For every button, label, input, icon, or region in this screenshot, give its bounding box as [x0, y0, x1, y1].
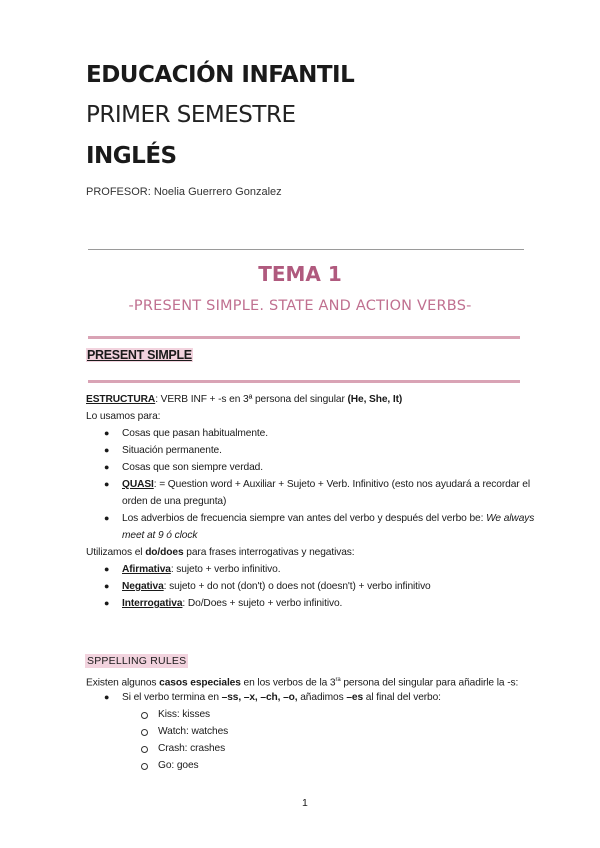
form-interrogativa [122, 595, 342, 612]
bullet-icon: ● [104, 428, 110, 438]
use-item-3: Cosas que son siempre verdad. [122, 462, 263, 473]
form-label: Negativa [122, 581, 164, 592]
form-text: : Do/Does + sujeto + verbo infinitivo. [182, 598, 343, 609]
intro-post: persona del singular para añadirle la -s: [340, 677, 519, 689]
intro-bold: casos especiales [159, 677, 241, 689]
quasi-label: QUASI [122, 479, 154, 490]
adverbs-line [122, 510, 534, 527]
title-semester: PRIMER SEMESTRE [86, 102, 296, 128]
rule-bold-2: –es [346, 692, 364, 703]
intro-sup: ra [335, 677, 341, 683]
utilizamos-post: para frases interrogativas y negativas: [183, 547, 355, 558]
utilizamos-line [86, 544, 355, 561]
form-text: : sujeto + verbo infinitivo. [170, 564, 281, 575]
bullet-icon: ● [104, 692, 110, 702]
divider-top [88, 249, 524, 250]
circle-bullet-icon [141, 763, 148, 770]
form-label: Afirmativa [122, 564, 171, 575]
quasi-line [122, 476, 530, 493]
bullet-icon: ● [104, 462, 110, 472]
section-heading-present-simple: PRESENT SIMPLE [87, 348, 192, 362]
estructura-text: : VERB INF + -s en 3ª persona del singular [155, 394, 348, 405]
rule-post: al final del verbo: [363, 692, 441, 703]
example-3: Crash: crashes [158, 743, 226, 754]
tema-subtitle: -PRESENT SIMPLE. STATE AND ACTION VERBS- [128, 298, 472, 314]
rule-pre: Si el verbo termina en [122, 692, 222, 703]
adverbs-example-1: We always [486, 513, 535, 524]
adverbs-example-2: meet at 9 ó clock [122, 530, 198, 541]
bullet-icon: ● [104, 581, 110, 591]
tema-title: TEMA 1 [258, 262, 342, 286]
form-label: Interrogativa [122, 598, 183, 609]
estructura-bold: (He, She, It) [347, 394, 403, 405]
divider-pink-2 [88, 380, 520, 383]
section-heading-spelling-rules: SPPELLING RULES [87, 655, 187, 667]
professor-line: PROFESOR: Noelia Guerrero Gonzalez [86, 186, 282, 198]
title-education: EDUCACIÓN INFANTIL [86, 62, 355, 88]
rule-mid: añadimos [297, 692, 347, 703]
intro-mid: en los verbos de la 3 [240, 677, 336, 689]
use-item-2: Situación permanente. [122, 445, 222, 456]
circle-bullet-icon [141, 729, 148, 736]
spelling-rule [122, 689, 441, 706]
title-subject: INGLÉS [86, 143, 177, 169]
rule-bold: –ss, –x, –ch, –o, [221, 692, 298, 703]
form-negativa [122, 578, 431, 595]
adverbs-text: Los adverbios de frecuencia siempre van antes del verbo y después del verbo be: [122, 513, 487, 524]
bullet-icon: ● [104, 445, 110, 455]
estructura-label: ESTRUCTURA [86, 394, 156, 405]
bullet-icon: ● [104, 479, 110, 489]
utilizamos-bold: do/does [145, 547, 184, 558]
divider-pink-1 [88, 336, 520, 339]
circle-bullet-icon [141, 746, 148, 753]
utilizamos-pre: Utilizamos el [86, 547, 146, 558]
example-4: Go: goes [158, 760, 199, 771]
use-item-1: Cosas que pasan habitualmente. [122, 428, 268, 439]
bullet-icon: ● [104, 564, 110, 574]
quasi-line-2: orden de una pregunta) [122, 496, 227, 507]
estructura-line [86, 391, 402, 408]
usamos-line: Lo usamos para: [86, 411, 161, 422]
example-2: Watch: watches [158, 726, 229, 737]
page-number: 1 [302, 797, 308, 809]
bullet-icon: ● [104, 513, 110, 523]
intro-pre: Existen algunos [86, 677, 160, 689]
form-afirmativa [122, 561, 280, 578]
example-1: Kiss: kisses [158, 709, 211, 720]
quasi-text: : = Question word + Auxiliar + Sujeto + Verb. Infinitivo (esto nos ayudará a recordar el [153, 479, 531, 490]
bullet-icon: ● [104, 598, 110, 608]
circle-bullet-icon [141, 712, 148, 719]
form-text: : sujeto + do not (don't) o does not (doesn't) + verbo infinitivo [163, 581, 431, 592]
